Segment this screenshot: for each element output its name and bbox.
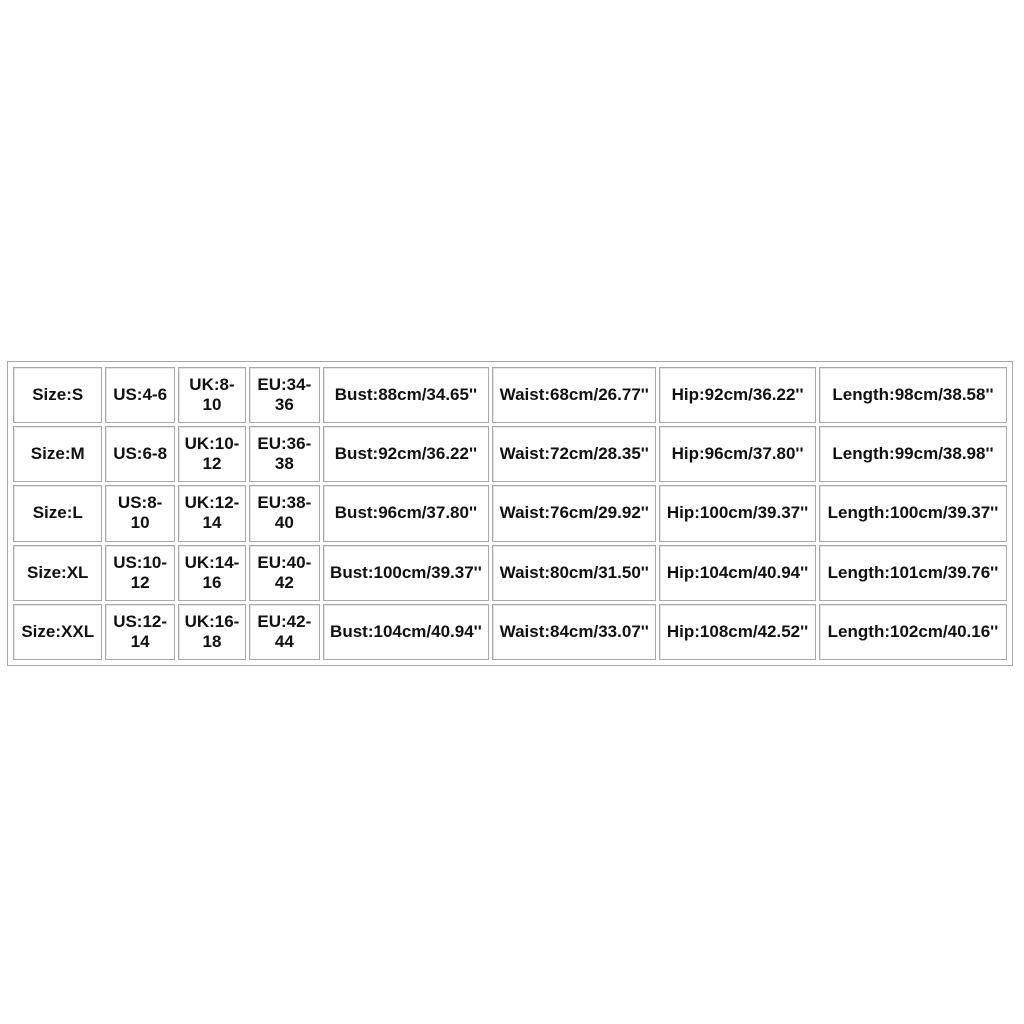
uk-size-cell: UK:16- 18 (178, 604, 246, 660)
length-cell: Length:100cm/39.37'' (819, 485, 1007, 541)
uk-size-cell: UK:8- 10 (178, 367, 246, 423)
eu-size-cell: EU:34- 36 (249, 367, 319, 423)
waist-cell: Waist:84cm/33.07'' (492, 604, 656, 660)
hip-cell: Hip:100cm/39.37'' (659, 485, 816, 541)
us-size-cell: US:4-6 (105, 367, 174, 423)
size-row (13, 485, 1007, 541)
length-cell: Length:101cm/39.76'' (819, 545, 1007, 601)
eu-size-cell: EU:40- 42 (249, 545, 319, 601)
eu-size-cell: EU:36- 38 (249, 426, 319, 482)
waist-cell: Waist:80cm/31.50'' (492, 545, 656, 601)
hip-cell: Hip:96cm/37.80'' (659, 426, 816, 482)
size-cell: Size:M (13, 426, 102, 482)
length-cell: Length:99cm/38.98'' (819, 426, 1007, 482)
size-cell: Size:XXL (13, 604, 102, 660)
hip-cell: Hip:104cm/40.94'' (659, 545, 816, 601)
size-cell: Size:L (13, 485, 102, 541)
length-cell: Length:102cm/40.16'' (819, 604, 1007, 660)
bust-cell: Bust:96cm/37.80'' (323, 485, 490, 541)
us-size-cell: US:10- 12 (105, 545, 174, 601)
bust-cell: Bust:92cm/36.22'' (323, 426, 490, 482)
hip-cell: Hip:92cm/36.22'' (659, 367, 816, 423)
hip-cell: Hip:108cm/42.52'' (659, 604, 816, 660)
size-row (13, 426, 1007, 482)
size-chart (7, 361, 1013, 666)
eu-size-cell: EU:38- 40 (249, 485, 319, 541)
size-chart-body (13, 367, 1007, 660)
bust-cell: Bust:104cm/40.94'' (323, 604, 490, 660)
size-row (13, 604, 1007, 660)
waist-cell: Waist:72cm/28.35'' (492, 426, 656, 482)
length-cell: Length:98cm/38.58'' (819, 367, 1007, 423)
size-chart-table (10, 364, 1010, 663)
bust-cell: Bust:100cm/39.37'' (323, 545, 490, 601)
uk-size-cell: UK:14- 16 (178, 545, 246, 601)
size-cell: Size:XL (13, 545, 102, 601)
bust-cell: Bust:88cm/34.65'' (323, 367, 490, 423)
size-row (13, 367, 1007, 423)
us-size-cell: US:6-8 (105, 426, 174, 482)
us-size-cell: US:8- 10 (105, 485, 174, 541)
uk-size-cell: UK:12- 14 (178, 485, 246, 541)
size-cell: Size:S (13, 367, 102, 423)
waist-cell: Waist:76cm/29.92'' (492, 485, 656, 541)
size-row (13, 545, 1007, 601)
us-size-cell: US:12- 14 (105, 604, 174, 660)
uk-size-cell: UK:10- 12 (178, 426, 246, 482)
waist-cell: Waist:68cm/26.77'' (492, 367, 656, 423)
eu-size-cell: EU:42- 44 (249, 604, 319, 660)
